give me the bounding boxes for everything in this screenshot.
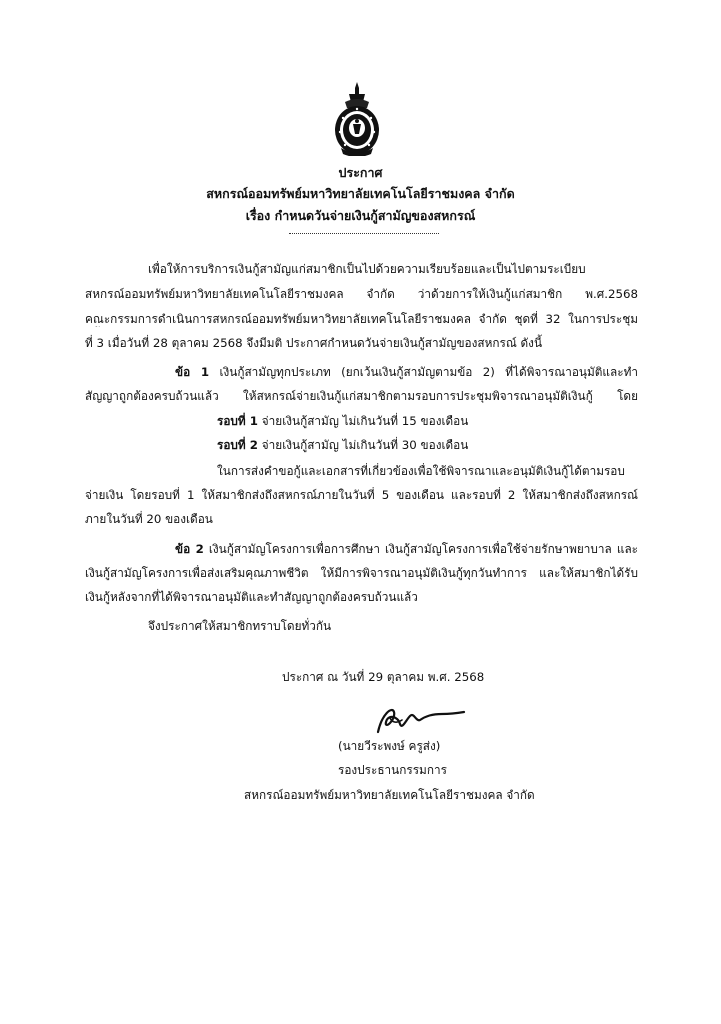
- university-emblem-logo: [331, 80, 383, 156]
- clause-2-line-2: เงินกู้สามัญโครงการเพื่อส่งเสริมคุณภาพชีวิต ให้มีการพิจารณาอนุมัติเงินกู้ทุกวันทำการ และให้สมาชิกได้รับ: [85, 566, 638, 580]
- clause-1-sub-line-1: ในการส่งคำขอกู้และเอกสารที่เกี่ยวข้องเพื่อใช้พิจารณาและอนุมัติเงินกู้ได้ตามรอบ: [217, 464, 625, 478]
- intro-line-4: ที่ 3 เมื่อวันที่ 28 ตุลาคม 2568 จึงมีมติ ประกาศกำหนดวันจ่ายเงินกู้สามัญของสหกรณ์ ดังนี้: [85, 336, 543, 350]
- intro-line-1: เพื่อให้การบริการเงินกู้สามัญแก่สมาชิกเป็นไปด้วยความเรียบร้อยและเป็นไปตามระเบียบ: [148, 262, 586, 276]
- signatory-organization: สหกรณ์ออมทรัพย์มหาวิทยาลัยเทคโนโลยีราชมงคล จำกัด: [244, 788, 535, 802]
- clause-2-line-1: ข้อ 2 เงินกู้สามัญโครงการเพื่อการศึกษา เงินกู้สามัญโครงการเพื่อใช้จ่ายรักษาพยาบาล และ: [175, 542, 638, 556]
- closing-statement: จึงประกาศให้สมาชิกทราบโดยทั่วกัน: [148, 619, 332, 633]
- clause-1-line-2: สัญญาถูกต้องครบถ้วนแล้ว ให้สหกรณ์จ่ายเงินกู้แก่สมาชิกตามรอบการประชุมพิจารณาอนุมัติเงินกู้ โดย: [85, 389, 638, 403]
- clause-2-label: ข้อ 2: [175, 542, 204, 556]
- handwritten-signature: [372, 702, 468, 740]
- announcement-date: ประกาศ ณ วันที่ 29 ตุลาคม พ.ศ. 2568: [282, 670, 485, 684]
- signatory-name: (นายวีระพงษ์ ครูส่ง): [338, 739, 441, 753]
- round-2-label: รอบที่ 2: [217, 438, 259, 452]
- intro-line-3: คณะกรรมการดำเนินการสหกรณ์ออมทรัพย์มหาวิทยาลัยเทคโนโลยีราชมงคล จำกัด ชุดที่ 32 ในการประชุม: [85, 312, 638, 326]
- clause-1-sub-line-2: จ่ายเงิน โดยรอบที่ 1 ให้สมาชิกส่งถึงสหกรณ์ภายในวันที่ 5 ของเดือน และรอบที่ 2 ให้สมาชิกส่งถึงสหกรณ์: [85, 488, 638, 502]
- clause-2-line-3: เงินกู้หลังจากที่ได้พิจารณาอนุมัติและทำสัญญาถูกต้องครบถ้วนแล้ว: [85, 590, 418, 604]
- clause-1-sub-line-3: ภายในวันที่ 20 ของเดือน: [85, 512, 213, 526]
- clause-1-round-1: รอบที่ 1 จ่ายเงินกู้สามัญ ไม่เกินวันที่ 15 ของเดือน: [217, 414, 469, 428]
- announcement-subject: เรื่อง กำหนดวันจ่ายเงินกู้สามัญของสหกรณ์: [245, 208, 476, 223]
- signatory-position: รองประธานกรรมการ: [338, 763, 447, 777]
- dotted-separator: [289, 233, 439, 234]
- clause-1-line-1: ข้อ 1 เงินกู้สามัญทุกประเภท (ยกเว้นเงินกู้สามัญตามข้อ 2) ที่ได้พิจารณาอนุมัติและทำ: [175, 365, 638, 379]
- round-1-label: รอบที่ 1: [217, 414, 259, 428]
- organization-name: สหกรณ์ออมทรัพย์มหาวิทยาลัยเทคโนโลยีราชมงคล จำกัด: [206, 186, 515, 201]
- intro-line-2: สหกรณ์ออมทรัพย์มหาวิทยาลัยเทคโนโลยีราชมงคล จำกัด ว่าด้วยการให้เงินกู้แก่สมาชิก พ.ศ.2568: [85, 287, 638, 301]
- clause-1-round-2: รอบที่ 2 จ่ายเงินกู้สามัญ ไม่เกินวันที่ 30 ของเดือน: [217, 438, 469, 452]
- clause-1-label: ข้อ 1: [175, 365, 210, 379]
- announcement-title: ประกาศ: [338, 165, 383, 180]
